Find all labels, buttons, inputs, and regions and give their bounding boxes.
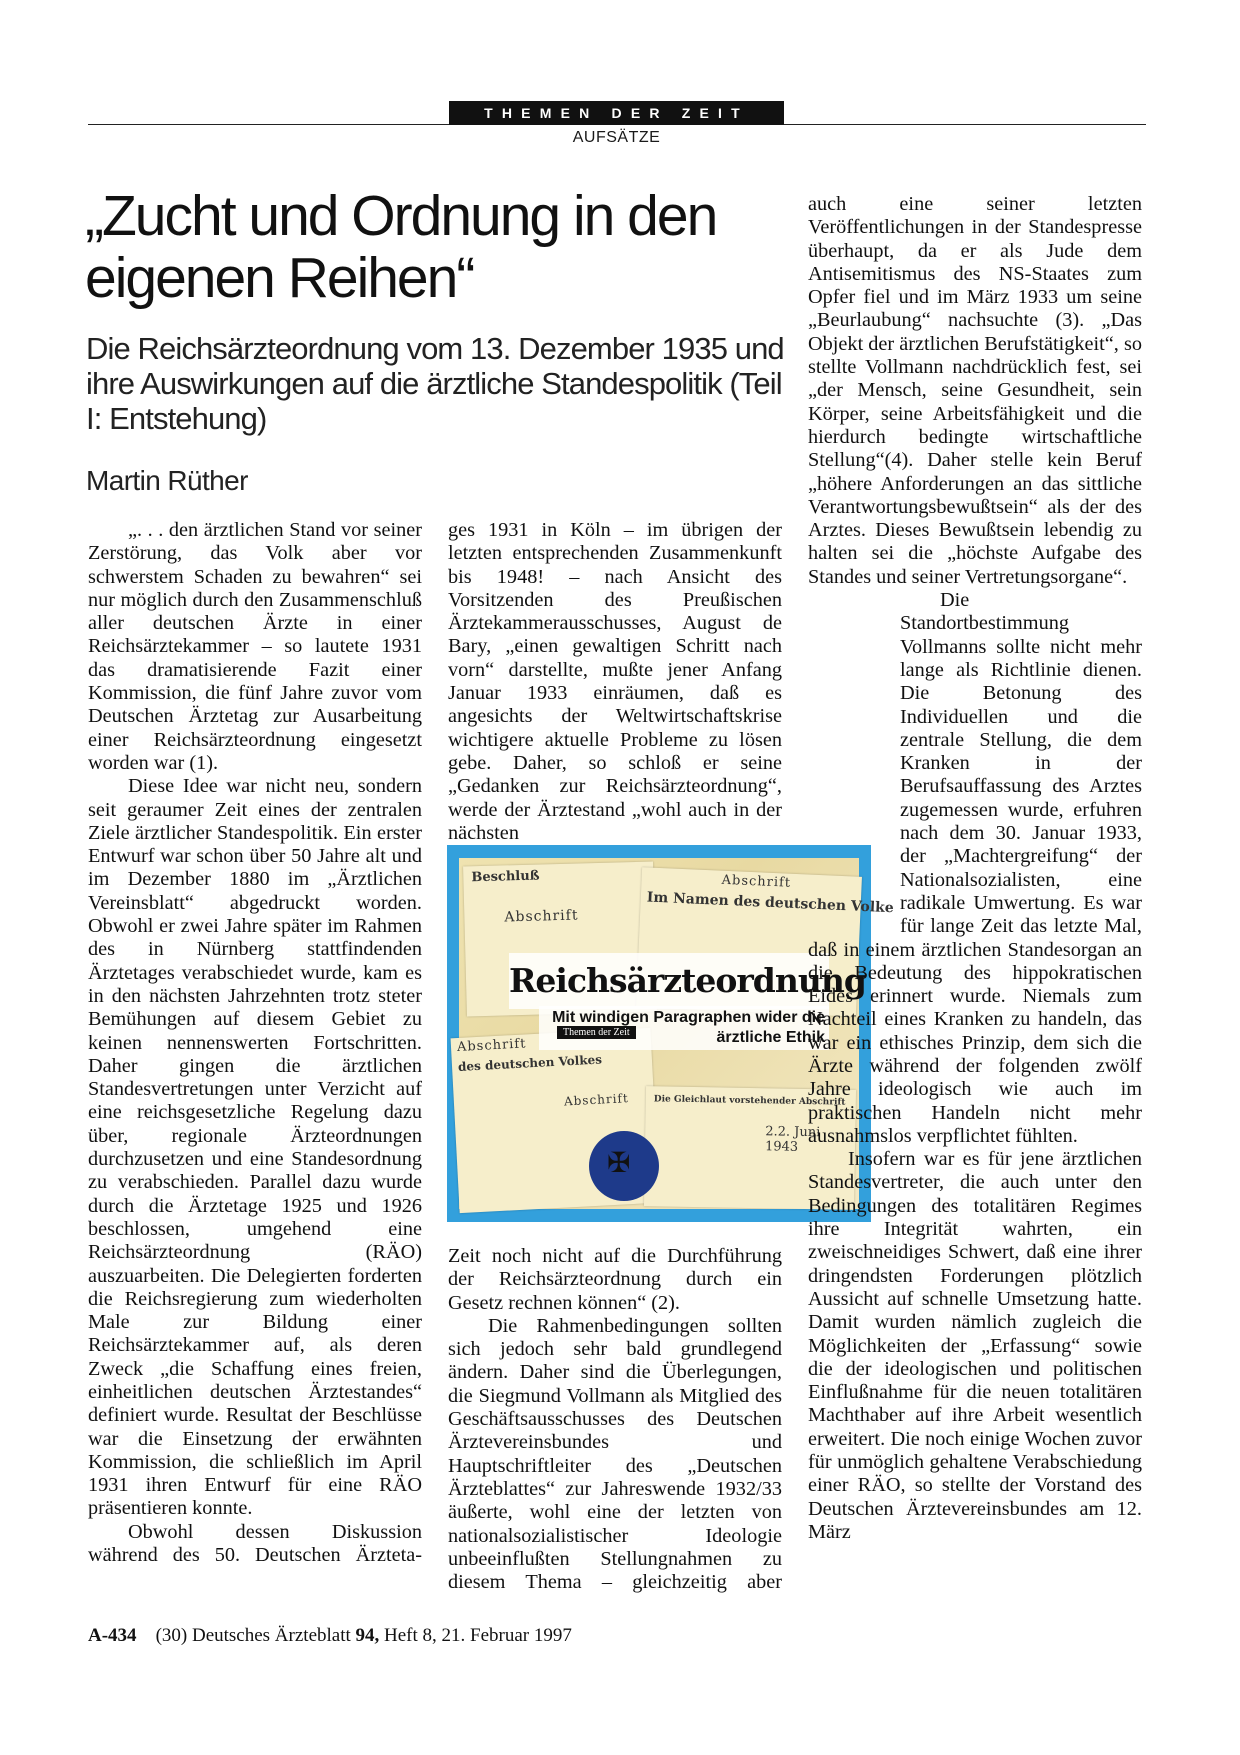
doc-heading: Abschrift (563, 1091, 630, 1109)
text-column-1 (88, 519, 422, 1567)
paragraph: ges 1931 in Köln – im übrigen der letzten entsprechenden Zusammenkunft bis 1948! – nach Ansicht des Vorsitzenden des Preußischen Ärztekammerausschusses, August de Bary, „einen gewaltigen Schritt nach vorn“ darstellte, mußte jener Anfang Januar 1933 einräumen, daß es angesichts der Weltwirtschaftskrise wichtigere aktuelle Probleme zu lösen gebe. Daher, so schloß er seine „Gedanken zur Reichsärzteordnung“, werde der Ärztestand „wohl auch in der nächsten (448, 519, 782, 844)
paragraph: auch eine seiner letzten Veröffentlichungen in der Standespresse überhaupt, da er als Jude dem Antisemitismus des NS-Staates zum Opfer fiel und im März 1933 um seine „Beurlaubung“ nachsuchte (3). „Das Objekt der ärztlichen Berufstätigkeit“, so stellte Vollmann nachdrücklich fest, sei „der Mensch, seine Gesundheit, sein Körper, seine Arbeitsfähigkeit und die hierdurch bedingte wirtschaftliche Stellung“(4). Daher stelle kein Beruf „höhere Anforderungen an das sittliche Verantwortungsbewußtsein“ als der des Arztes. Dieses Bewußtsein lebendig zu halten sei die „höchste Aufgabe des Standes und seiner Vertretungsorgane“. (808, 193, 1142, 588)
doc-text: Die Gleichlaut vorstehender Abschrift (653, 1094, 846, 1108)
footer-issue: Heft 8, 21. Februar 1997 (384, 1625, 572, 1646)
image-title: Reichsärzteordnung (509, 953, 829, 1009)
text-column-3 (808, 193, 1142, 1544)
paragraph: Die Rahmenbedingungen sollten sich jedoch sehr bald grundlegend ändern. Daher sind die Überlegungen, die Siegmund Vollmann als Mitglied des Geschäftsausschusses des Deutschen Ärztevereinsbundes und Hauptschriftleiter des „Deutschen Ärzteblattes“ zur Jahreswende 1932/33 äußerte, wohl eine der letzten von nationalsozialistischer Ideologie unbeeinflußten Stellungnahmen zu diesem Thema – gleichzeitig aber (448, 1314, 782, 1594)
doc-heading: Im Namen des deutschen Volke (646, 889, 895, 917)
paragraph: Die Standortbestimmung Vollmanns sollte nicht mehr lange als Richtlinie dienen. Die Betonung des Individuellen und die zentrale Stellung, die dem Kranken in der Berufsauffassung des Arztes zugemessen wurde, erfuhren nach dem 30. Januar 1933, der „Machtergreifung“ der Nationalsozialisten, eine radikale Umwertung. Es war für lange Zeit das letzte Mal, daß in einem ärztlichen Standesorgan an die Bedeutung des hippokratischen Eides erinnert wurde. Niemals zum Nachteil eines Kranken zu handeln, das war ein ethisches Prinzip, dem sich die Ärzte während der folgenden zwölf Jahre ideologisch wie auch im praktischen Handeln nicht mehr ausnahmslos verpflichtet fühlten. (808, 589, 1142, 1147)
footer-volume: 94, (355, 1625, 380, 1646)
doc-heading: Abschrift (504, 907, 579, 926)
doc-date: 2.2. Juni 1943 (764, 1124, 821, 1155)
paragraph: Zeit noch nicht auf die Durchführung der Reichsärzteordnung durch ein Gesetz rechnen können“ (2). (448, 1245, 782, 1314)
subsection-label: AUFSÄTZE (572, 129, 661, 146)
text-column-2-bottom (448, 1245, 782, 1594)
image-collage (456, 858, 895, 1209)
doc-heading: des deutschen Volkes (457, 1052, 603, 1074)
doc-heading: Abschrift (721, 872, 792, 891)
doc-heading: Beschluß (471, 868, 540, 886)
doc-heading: Abschrift (456, 1036, 527, 1056)
page-footer (88, 1625, 572, 1647)
article-subtitle: Die Reichsärzteordnung vom 13. Dezember 1935 und ihre Auswirkungen auf die ärztliche Standespolitik (Teil I: Entstehung) (86, 331, 784, 436)
footer-ref: (30) Deutsches Ärzteblatt (155, 1625, 351, 1646)
paragraph: Diese Idee war nicht neu, sondern seit geraumer Zeit eines der zentralen Ziele ärztlicher Standespolitik. Ein erster Entwurf war schon über 50 Jahre alt und im Dezember 1880 im „Ärztlichen Vereinsblatt“ abgedruckt worden. Obwohl er zwei Jahre später im Rahmen des in Nürnberg stattfindenden Ärztetages verabschiedet wurde, kam es in den nächsten Jahrzehnten trotz steter Bemühungen auf diesem Gebiet zu keinen nennenswerten Fortschritten. Daher gingen die ärztlichen Standesvertretungen unter Verzicht auf eine reichsgesetzliche Regelung dazu über, regionale Ärzteordnungen durchzusetzen und eine Standesordnung zu verabschieden. Parallel dazu wurde durch die Ärztetage 1925 und 1926 beschlossen, umgehend eine Reichsärzteordnung (RÄO) auszuarbeiten. Die Delegierten forderten die Reichsregierung zum wiederholten Male zur Bildung einer Reichsärztekammer auf, als deren Zweck „die Schaffung eines freien, einheitlichen deutschen Ärztestandes“ definiert wurde. Resultat der Beschlüsse war die Einsetzung der erwähnten Kommission, die schließlich im April 1931 ihren Entwurf für eine RÄO präsentieren konnte. (88, 775, 422, 1520)
section-label: THEMEN DER ZEIT (449, 101, 784, 125)
eagle-emblem-icon: ✠ (607, 1148, 631, 1179)
page-number: A-434 (88, 1625, 137, 1646)
text-column-2-top (448, 519, 782, 845)
paragraph: „. . . den ärztlichen Stand vor seiner Zerstörung, das Volk aber vor schwerstem Schaden zu bewahren“ sei nur möglich durch den Zusammenschluß aller deutschen Ärzte in einer Reichsärztekammer – so lautete 1931 das dramatisierende Fazit einer Kommission, die fünf Jahre zuvor vom Deutschen Ärztetag zur Ausarbeitung einer Reichsärzteordnung eingesetzt worden war (1). (88, 519, 422, 774)
image-wrap-spacer (808, 589, 900, 937)
article-title: „Zucht und Ordnung in den eigenen Reihen“ (85, 184, 717, 310)
article-author: Martin Rüther (86, 465, 248, 496)
image-subtitle: Mit windigen Paragraphen wider die ärztliche Ethik (539, 1006, 829, 1050)
paragraph: Obwohl dessen Diskussion während des 50. Deutschen Ärzteta- (88, 1520, 422, 1567)
paragraph: Insofern war es für jene ärztlichen Standesvertreter, die auch unter den Bedingungen des totalitären Regimes ihre Integrität wahrten, ein zweischneidiges Schwert, daß eine ihrer dringendsten Forderungen plötzlich Aussicht auf schnelle Umsetzung hatte. Damit wurden nämlich zugleich die Möglichkeiten der „Erfassung“ sowie die der ideologischen und politischen Einflußnahme für die neuen totalitären Machthaber auf ihre Arbeit wesentlich erweitert. Die noch einige Wochen zuvor für unmöglich gehaltene Verabschiedung einer RÄO, so stellte der Vorstand des Deutschen Ärztevereinsbundes am 12. März (808, 1148, 1142, 1543)
image-tag: Themen der Zeit (557, 1026, 636, 1039)
